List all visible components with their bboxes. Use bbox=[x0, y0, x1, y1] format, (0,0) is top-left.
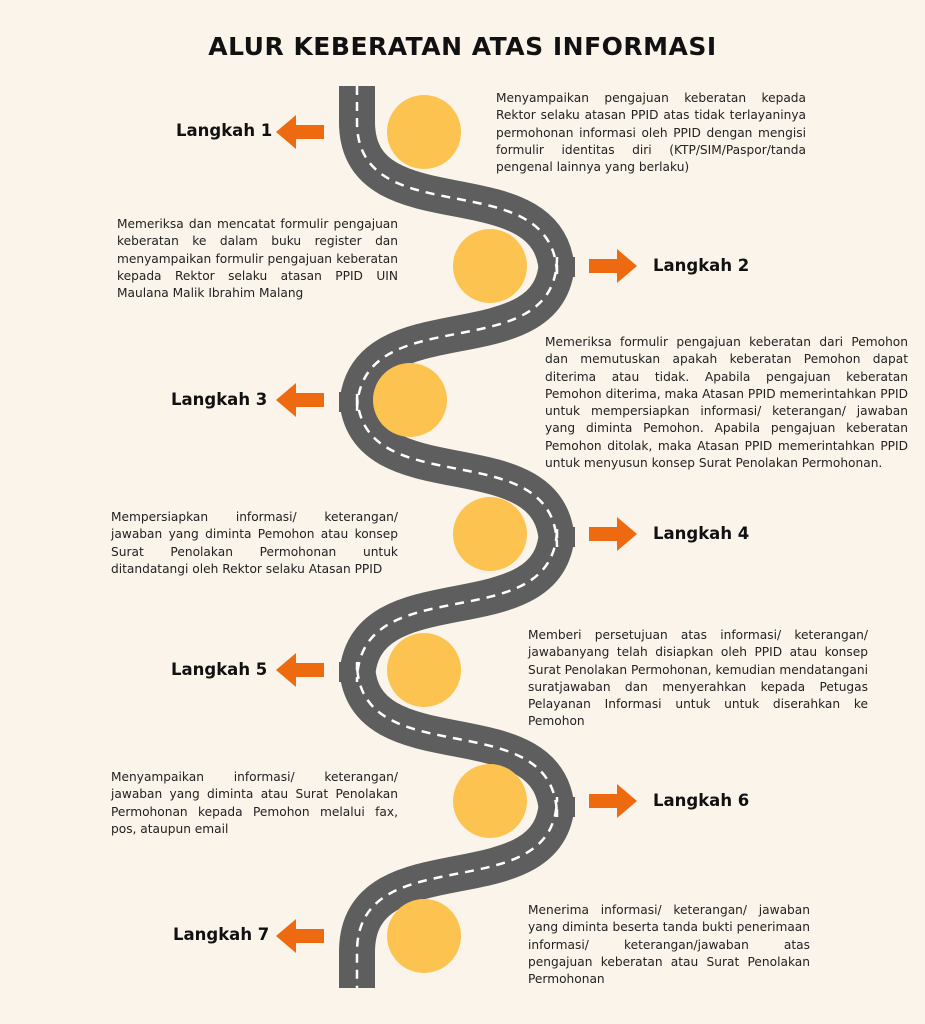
step-6-arrow-right-icon bbox=[589, 784, 637, 818]
step-3-arrow-left-icon bbox=[276, 383, 324, 417]
step-7-circle bbox=[387, 899, 461, 973]
step-7-label: Langkah 7 bbox=[173, 925, 270, 944]
step-7-description: Menerima informasi/ keterangan/ jawaban yang diminta beserta tanda bukti penerimaan informasi/ keterangan/jawaban atas pengajuan keberatan atau Surat Penolakan Permohonan bbox=[528, 903, 810, 987]
step-4-circle bbox=[453, 497, 527, 571]
step-2-arrow-right-icon bbox=[589, 249, 637, 283]
step-4-label: Langkah 4 bbox=[653, 524, 750, 543]
step-7-arrow-left-icon bbox=[276, 919, 324, 953]
step-6-circle bbox=[453, 764, 527, 838]
step-2-circle bbox=[453, 229, 527, 303]
step-1-label: Langkah 1 bbox=[176, 121, 273, 140]
step-5-circle bbox=[387, 633, 461, 707]
step-3-label: Langkah 3 bbox=[171, 390, 268, 409]
step-1-circle bbox=[387, 95, 461, 169]
step-3-description: Memeriksa formulir pengajuan keberatan dari Pemohon dan memutuskan apakah keberatan Pemohon dapat diterima atau tidak. Apabila pengajuan keberatan Pemohon diterima, maka Atasan PPID memerintahkan PPID untuk mempersiapkan informasi/ keterangan/ jawaban yang diminta Pemohon. Apabila pengajuan keberatan Pemohon ditolak, maka Atasan PPID memerintahkan PPID untuk menyusun konsep Surat Penolakan Permohonan. bbox=[545, 335, 908, 471]
step-5-arrow-left-icon bbox=[276, 653, 324, 687]
step-6-description: Menyampaikan informasi/ keterangan/ jawaban yang diminta atau Surat Penolakan Permohonan kepada Pemohon melalui fax, pos, ataupun email bbox=[111, 770, 398, 836]
step-4-description: Mempersiapkan informasi/ keterangan/ jawaban yang diminta Pemohon atau konsep Surat Penolakan Permohonan untuk ditandatangi oleh Rektor selaku Atasan PPID bbox=[111, 510, 398, 576]
step-5-label: Langkah 5 bbox=[171, 660, 268, 679]
step-6-label: Langkah 6 bbox=[653, 791, 750, 810]
step-3-circle bbox=[373, 363, 447, 437]
step-1-description: Menyampaikan pengajuan keberatan kepada Rektor selaku atasan PPID atas tidak terlayaninya permohonan informasi oleh PPID dengan mengisi formulir identitas diri (KTP/SIM/Paspor/tanda pengenal lainnya yang berlaku) bbox=[496, 91, 806, 175]
step-1-arrow-left-icon bbox=[276, 115, 324, 149]
step-2-label: Langkah 2 bbox=[653, 256, 750, 275]
step-2-description: Memeriksa dan mencatat formulir pengajuan keberatan ke dalam buku register dan menyampaikan formulir pengajuan keberatan kepada Rektor selaku atasan PPID UIN Maulana Malik Ibrahim Malang bbox=[117, 217, 398, 301]
step-4-arrow-right-icon bbox=[589, 517, 637, 551]
step-5-description: Memberi persetujuan atas informasi/ keterangan/ jawabanyang telah disiapkan oleh PPID atau konsep Surat Penolakan Permohonan, kemudian mendatangani suratjawaban dan menyerahkan kepada Petugas Pelayanan Informasi untuk untuk diserahkan ke Pemohon bbox=[528, 628, 868, 729]
page-title: ALUR KEBERATAN ATAS INFORMASI bbox=[208, 32, 717, 61]
